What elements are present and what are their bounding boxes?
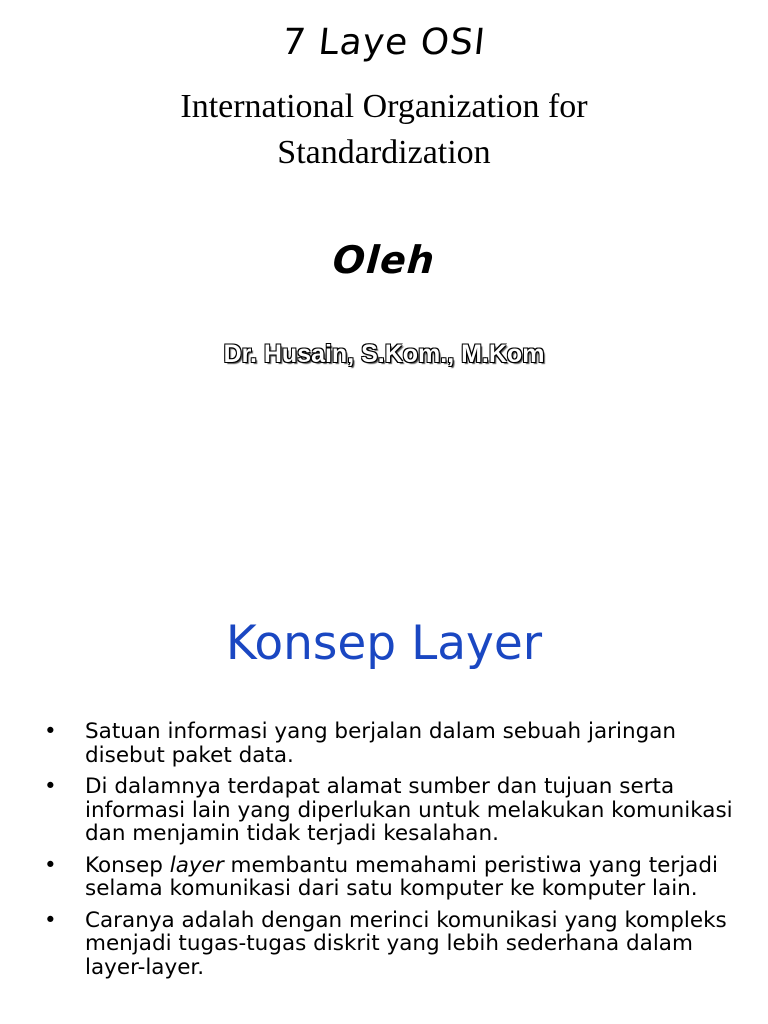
bullet-icon: •: [44, 907, 57, 933]
bullet-text-emphasis: layer: [169, 852, 224, 878]
author-name: Dr. Husain, S.Kom., M.Kom: [223, 340, 545, 368]
bullet-icon: •: [44, 774, 57, 799]
bullet-icon: •: [44, 852, 57, 878]
bullet-text: Caranya adalah dengan merinci komunikasi yang kompleks menjadi tugas-tugas diskrit yang lebih sederhana dalam layer-layer.: [85, 907, 727, 980]
bullet-text-after: membantu memahami peristiwa yang terjadi selama komunikasi dari satu komputer ke komputer lain.: [85, 852, 718, 901]
bullet-text: Di dalamnya terdapat alamat sumber dan tujuan serta informasi lain yang diperlukan untuk melakukan komunikasi dan menjamin tidak terjadi kesalahan.: [85, 774, 733, 846]
slide-title: 7 Laye OSI: [280, 22, 488, 63]
bullet-list: [0, 720, 735, 987]
bullet-text: Satuan informasi yang berjalan dalam sebuah jaringan disebut paket data.: [85, 719, 677, 768]
konsep-layer-slide: [0, 560, 768, 1024]
subtitle-line-1: International Organization for: [180, 88, 588, 125]
subtitle-line-2: Standardization: [277, 134, 491, 171]
list-item: [0, 775, 735, 846]
list-item: [0, 909, 735, 980]
section-title: Konsep Layer: [225, 616, 543, 671]
bullet-text-before: Konsep: [85, 852, 170, 878]
oleh-label: Oleh: [331, 238, 437, 282]
list-item: [0, 854, 735, 901]
bullet-icon: •: [44, 719, 57, 744]
list-item: [0, 720, 735, 767]
